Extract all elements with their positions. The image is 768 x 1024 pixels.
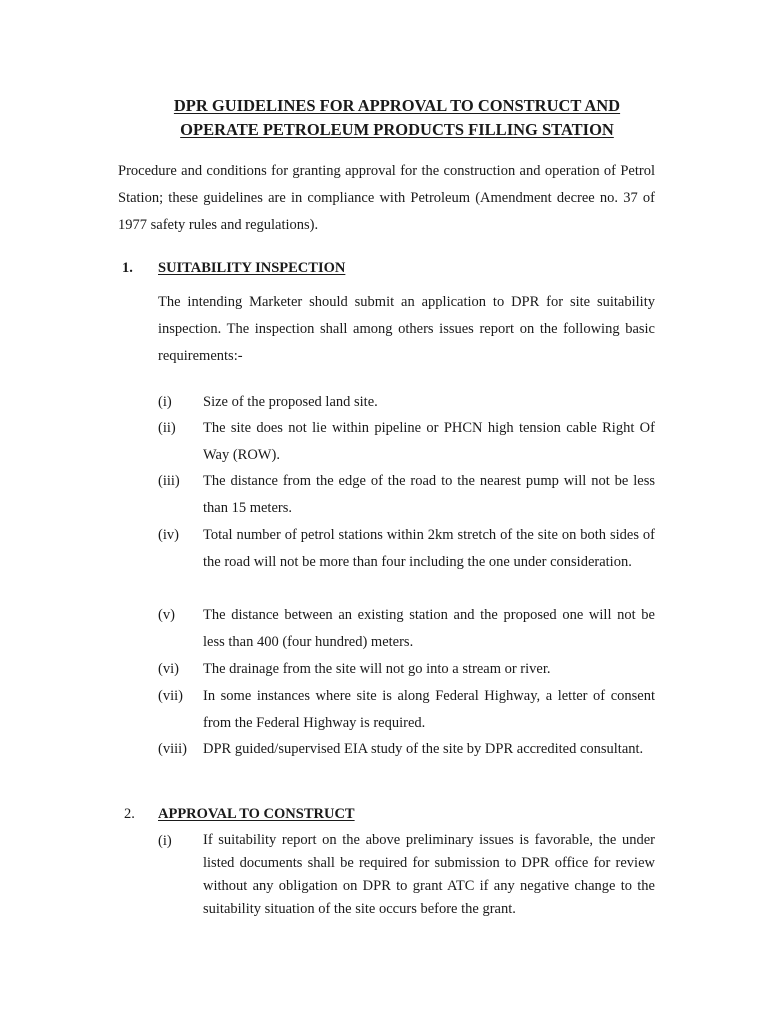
section-2-item-1-text: If suitability report on the above preliminary issues is favorable, the under listed documents shall be required for submission to DPR office for review without any obligation on DPR to grant ATC if any negative change to the suitability situation of the site occurs before the grant. (203, 832, 655, 917)
section-1-item-6-text: The drainage from the site will not go into a stream or river. (203, 661, 551, 677)
section-1-item-3-number: (iii) (158, 473, 180, 489)
section-1-item-8-number: (viii) (158, 741, 187, 757)
section-2-number: 2. (124, 806, 135, 822)
section-1-item-5-text: The distance between an existing station and the proposed one will not be less than 400 (four hundred) meters. (203, 607, 655, 650)
section-1-item-8-text: DPR guided/supervised EIA study of the site by DPR accredited consultant. (203, 741, 644, 757)
section-2-title: APPROVAL TO CONSTRUCT (158, 806, 355, 822)
section-1-item-6-number: (vi) (158, 661, 179, 677)
section-1-item-5-number: (v) (158, 607, 175, 623)
section-1-paragraph: The intending Marketer should submit an application to DPR for site suitability inspection. The inspection shall among others issues report on the following basic requirements:- (158, 294, 655, 364)
document-title-line-2: OPERATE PETROLEUM PRODUCTS FILLING STATION (180, 120, 614, 139)
section-1-item-7-text: In some instances where site is along Federal Highway, a letter of consent from the Federal Highway is required. (203, 688, 655, 731)
section-1-item-4-text: Total number of petrol stations within 2km stretch of the site on both sides of the road will not be more than four including the one under consideration. (203, 527, 655, 570)
section-1-title: SUITABILITY INSPECTION (158, 260, 346, 276)
intro-paragraph: Procedure and conditions for granting approval for the construction and operation of Petrol Station; these guidelines are in compliance with Petroleum (Amendment decree no. 37 of 1977 safety rules and regulations). (118, 163, 655, 233)
section-1-item-3-text: The distance from the edge of the road to the nearest pump will not be less than 15 meters. (203, 473, 655, 516)
section-1-number: 1. (122, 260, 133, 276)
section-1-item-1-text: Size of the proposed land site. (203, 394, 378, 410)
section-1-item-7-number: (vii) (158, 688, 183, 704)
section-1-item-2-text: The site does not lie within pipeline or PHCN high tension cable Right Of Way (ROW). (203, 420, 655, 463)
section-1-item-2-number: (ii) (158, 420, 176, 436)
section-1-item-4-number: (iv) (158, 527, 179, 543)
section-1-item-1-number: (i) (158, 394, 172, 410)
section-2-item-1-number: (i) (158, 833, 172, 849)
document-title-line-1: DPR GUIDELINES FOR APPROVAL TO CONSTRUCT AND (173, 96, 621, 115)
